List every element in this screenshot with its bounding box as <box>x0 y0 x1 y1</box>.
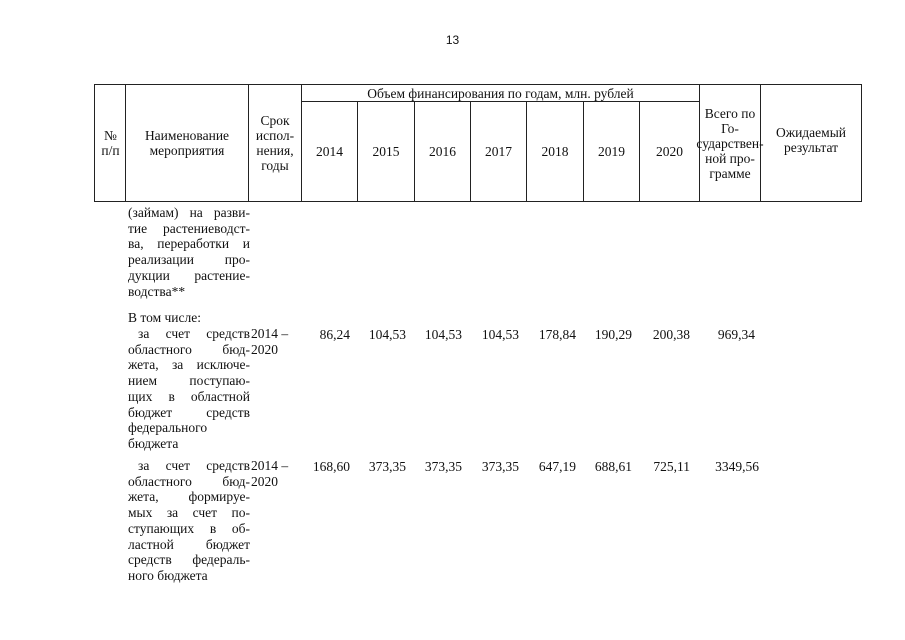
row-1-value-2020: 200,38 <box>652 327 690 342</box>
header-col-total: Всего по Го-сударствен-ной про-грамме <box>696 105 764 181</box>
row-1-value-2014: 86,24 <box>319 327 350 342</box>
row-2-value-2015: 373,35 <box>368 459 406 474</box>
row-2-value-2018: 647,19 <box>538 459 576 474</box>
row-1-value-2018: 178,84 <box>538 327 576 342</box>
header-year: 2020 <box>656 144 683 159</box>
row-1-total: 969,34 <box>717 327 755 342</box>
header-year: 2014 <box>316 144 343 159</box>
in-that-number-label: В том числе: <box>128 310 201 325</box>
row-2-description: за счет средств областного бюд- жета, формируе- мых за счет по- ступающих в об- ластной бюджет средств федераль- ного бюджета <box>128 458 250 583</box>
row-2-value-2019: 688,61 <box>594 459 632 474</box>
page-number: 13 <box>445 33 460 47</box>
row-2-value-2020: 725,11 <box>653 459 690 474</box>
row-2-term: 2014 – 2020 <box>251 458 289 489</box>
row-2-value-2017: 373,35 <box>481 459 519 474</box>
header-year: 2016 <box>429 144 456 159</box>
header-col-name: Наименование мероприятия <box>144 128 230 158</box>
row-1-value-2015: 104,53 <box>368 327 406 342</box>
header-col-volume: Объем финансирования по годам, млн. рублей <box>367 85 634 101</box>
header-year: 2019 <box>598 144 625 159</box>
header-col-number: № п/п <box>101 128 120 158</box>
row-1-value-2016: 104,53 <box>424 327 462 342</box>
row-1-term: 2014 – 2020 <box>251 326 289 357</box>
header-col-term: Срок испол-нения, годы <box>255 113 295 173</box>
row-2-value-2016: 373,35 <box>424 459 462 474</box>
row-2-value-2014: 168,60 <box>312 459 350 474</box>
table-header <box>94 84 862 202</box>
header-year: 2015 <box>372 144 400 159</box>
row-1-value-2019: 190,29 <box>594 327 632 342</box>
header-col-result: Ожидаемый результат <box>776 125 846 155</box>
row-2-total: 3349,56 <box>715 459 759 474</box>
continued-description: (займам) на разви- тие растениеводст- ва, переработки и реализации про- дукции растение- водства** <box>128 205 250 299</box>
header-year: 2017 <box>485 144 512 159</box>
header-year: 2018 <box>541 144 569 159</box>
row-1-value-2017: 104,53 <box>481 327 519 342</box>
row-1-description: за счет средств областного бюд- жета, за исключе- нием поступаю- щих в областной бюджет средств федерального бюджета <box>128 326 250 451</box>
